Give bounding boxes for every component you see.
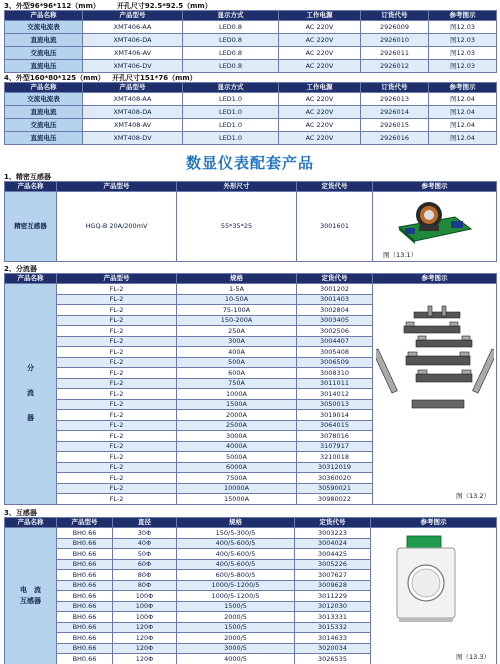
table-cell: LED0.8 — [183, 47, 279, 60]
shunt-figure-caption: 图（13.2） — [456, 492, 490, 500]
table-cell: AC 220V — [279, 47, 361, 60]
table-cell: 3008310 — [297, 368, 373, 379]
table-cell: 3001202 — [297, 284, 373, 295]
meter-table-96 — [4, 10, 497, 73]
table-cell: 3107917 — [297, 441, 373, 452]
table-cell: 100Φ — [113, 601, 177, 612]
table-cell: 2926012 — [361, 60, 429, 73]
table-cell: 2926011 — [361, 47, 429, 60]
table-cell: 4000A — [177, 441, 297, 452]
table-cell: FL-2 — [57, 399, 177, 410]
table-cell: BH0.66 — [57, 654, 113, 664]
table-cell: BH0.66 — [57, 591, 113, 602]
table-cell: BH0.66 — [57, 633, 113, 644]
table-cell: 图12.04 — [429, 93, 497, 106]
table-cell: FL-2 — [57, 347, 177, 358]
table-cell: 4000/5 — [177, 654, 295, 664]
table-cell: 2926015 — [361, 119, 429, 132]
table-cell: FL-2 — [57, 284, 177, 295]
table-cell: 300A — [177, 336, 297, 347]
table-cell: BH0.66 — [57, 643, 113, 654]
table-cell: FL-2 — [57, 357, 177, 368]
shunt-image — [376, 304, 494, 434]
table-row — [5, 284, 497, 295]
table-cell: 交流电流表 — [5, 93, 83, 106]
table-cell: LED1.0 — [183, 119, 279, 132]
table-row — [5, 21, 497, 34]
table-cell: 2926010 — [361, 34, 429, 47]
table-cell: BH0.66 — [57, 559, 113, 570]
table-cell: 3014012 — [297, 389, 373, 400]
table-cell: 3005408 — [297, 347, 373, 358]
table-cell: 100Φ — [113, 591, 177, 602]
table-cell: 图12.04 — [429, 119, 497, 132]
table-row — [5, 34, 497, 47]
table-cell: BH0.66 — [57, 622, 113, 633]
column-header: 工作电源 — [279, 83, 361, 93]
shunt-name-char: 器 — [27, 414, 34, 423]
table-cell: 直流电压 — [5, 60, 83, 73]
table-cell: XMT406-AV — [83, 47, 183, 60]
table-cell: BH0.66 — [57, 538, 113, 549]
table-cell: BH0.66 — [57, 549, 113, 560]
table-cell: 1500/5 — [177, 601, 295, 612]
table-cell: 250A — [177, 326, 297, 337]
table-cell: 400/5-600/5 — [177, 559, 295, 570]
table-cell: 直流电压 — [5, 132, 83, 145]
table-cell: 3009628 — [295, 580, 371, 591]
ct-table — [4, 181, 497, 262]
table-cell: 60Φ — [113, 559, 177, 570]
table-cell: 80Φ — [113, 580, 177, 591]
table-cell: 交流电压 — [5, 119, 83, 132]
table-cell: 2926013 — [361, 93, 429, 106]
precision-ct-image — [395, 195, 475, 247]
column-header: 产品名称 — [5, 518, 57, 528]
column-header: 工作电源 — [279, 11, 361, 21]
table-cell: 3005226 — [295, 559, 371, 570]
table-cell: LED1.0 — [183, 93, 279, 106]
table-cell: 1000/5-1200/5 — [177, 580, 295, 591]
table-cell: 120Φ — [113, 633, 177, 644]
column-header: 产品名称 — [5, 274, 57, 284]
table-cell: 3011011 — [297, 378, 373, 389]
table-cell: FL-2 — [57, 378, 177, 389]
table-cell: 600A — [177, 368, 297, 379]
table-row — [5, 119, 497, 132]
table-cell: 2500A — [177, 420, 297, 431]
table-cell: 直流电流 — [5, 34, 83, 47]
table-cell: 600/5-800/5 — [177, 570, 295, 581]
ct-figure-caption: 图（13.1） — [383, 250, 417, 259]
table-cell: FL-2 — [57, 420, 177, 431]
transformer-figure-cell — [371, 528, 497, 664]
transformer-name-cell — [5, 528, 57, 664]
column-header: 参考图示 — [373, 274, 497, 284]
table-row — [5, 93, 497, 106]
table-cell: 10-50A — [177, 294, 297, 305]
table-cell: 2926014 — [361, 106, 429, 119]
table-cell: 3007627 — [295, 570, 371, 581]
table-cell: 图12.03 — [429, 34, 497, 47]
table-cell: 3012030 — [295, 601, 371, 612]
table-cell: 30Φ — [113, 528, 177, 539]
table-cell: 图12.03 — [429, 47, 497, 60]
column-header: 产品型号 — [57, 274, 177, 284]
table-cell: 3210018 — [297, 452, 373, 463]
table-cell: AC 220V — [279, 119, 361, 132]
column-header: 参考图示 — [429, 83, 497, 93]
table-cell: BH0.66 — [57, 601, 113, 612]
transformer-table — [4, 517, 497, 664]
table-cell: 图12.04 — [429, 106, 497, 119]
table-cell: 30980022 — [297, 494, 373, 505]
shunt-name-cell — [5, 284, 57, 505]
table-cell: 3004024 — [295, 538, 371, 549]
section3-title: 3、外型96*96*112（mm） 开孔尺寸92.5*92.5（mm） — [4, 2, 212, 10]
column-header: 产品型号 — [83, 83, 183, 93]
table-cell: 3002506 — [297, 326, 373, 337]
table-cell: 400/5-600/5 — [177, 538, 295, 549]
table-cell: 1000/5-1200/5 — [177, 591, 295, 602]
table-cell: 1500/5 — [177, 622, 295, 633]
column-header: 参考图示 — [371, 518, 497, 528]
table-cell: AC 220V — [279, 21, 361, 34]
table-cell: 400/5-600/5 — [177, 549, 295, 560]
table-cell: 150-200A — [177, 315, 297, 326]
ct-name: 精密互感器 — [5, 192, 57, 262]
table-cell: 直流电流 — [5, 106, 83, 119]
column-header: 参考图示 — [429, 11, 497, 21]
column-header: 产品名称 — [5, 83, 83, 93]
table-cell: 750A — [177, 378, 297, 389]
table-cell: FL-2 — [57, 441, 177, 452]
table-cell: 3001403 — [297, 294, 373, 305]
table-cell: 120Φ — [113, 654, 177, 664]
column-header: 直径 — [113, 518, 177, 528]
table-cell: FL-2 — [57, 326, 177, 337]
table-cell: 100Φ — [113, 612, 177, 623]
table-cell: FL-2 — [57, 494, 177, 505]
table-cell: FL-2 — [57, 462, 177, 473]
current-transformer-image — [391, 534, 469, 634]
table-cell: 3078016 — [297, 431, 373, 442]
table-cell: 10000A — [177, 483, 297, 494]
section4-title: 4、外型160*80*125（mm） 开孔尺寸151*76（mm） — [4, 74, 197, 82]
table-cell: FL-2 — [57, 431, 177, 442]
table-cell: 2000/5 — [177, 633, 295, 644]
table-cell: 5000A — [177, 452, 297, 463]
table-cell: XMT408-DA — [83, 106, 183, 119]
column-header: 定货代号 — [297, 274, 373, 284]
table-cell: 2000/5 — [177, 612, 295, 623]
column-header: 产品型号 — [57, 182, 177, 192]
table-cell: LED0.8 — [183, 21, 279, 34]
ct-section-title: 1、精密互感器 — [4, 173, 51, 181]
column-header: 订货代号 — [361, 11, 429, 21]
table-cell: BH0.66 — [57, 580, 113, 591]
table-cell: 交流电流表 — [5, 21, 83, 34]
table-cell: 图12.03 — [429, 60, 497, 73]
table-cell: 3050013 — [297, 399, 373, 410]
table-cell: 3011229 — [295, 591, 371, 602]
table-row — [5, 106, 497, 119]
table-cell: 3013331 — [295, 612, 371, 623]
main-title: 数显仪表配套产品 — [185, 154, 314, 172]
table-cell: FL-2 — [57, 483, 177, 494]
table-cell: 30312019 — [297, 462, 373, 473]
table-cell: AC 220V — [279, 132, 361, 145]
table-cell: XMT406-DA — [83, 34, 183, 47]
table-cell: 1500A — [177, 399, 297, 410]
table-cell: 120Φ — [113, 622, 177, 633]
table-cell: 3064015 — [297, 420, 373, 431]
column-header: 产品名称 — [5, 11, 83, 21]
column-header: 产品型号 — [83, 11, 183, 21]
table-cell: AC 220V — [279, 106, 361, 119]
table-cell: 50Φ — [113, 549, 177, 560]
column-header: 产品名称 — [5, 182, 57, 192]
table-cell: AC 220V — [279, 60, 361, 73]
table-cell: 30590021 — [297, 483, 373, 494]
table-cell: 2926009 — [361, 21, 429, 34]
table-cell: LED0.8 — [183, 60, 279, 73]
table-cell: AC 220V — [279, 34, 361, 47]
table-cell: BH0.66 — [57, 528, 113, 539]
table-cell: FL-2 — [57, 315, 177, 326]
table-cell: FL-2 — [57, 305, 177, 316]
column-header: 定货代号 — [295, 518, 371, 528]
ct-model: HGQ-B 20A/200mV — [57, 192, 177, 262]
table-cell: FL-2 — [57, 368, 177, 379]
table-cell: XMT408-AA — [83, 93, 183, 106]
table-cell: LED1.0 — [183, 132, 279, 145]
column-header: 产品型号 — [57, 518, 113, 528]
table-cell: 6000A — [177, 462, 297, 473]
table-row — [5, 528, 497, 539]
column-header: 订货代号 — [361, 83, 429, 93]
table-cell: 7500A — [177, 473, 297, 484]
shunt-name-char: 分 — [27, 364, 34, 373]
table-cell: LED0.8 — [183, 34, 279, 47]
table-cell: 3000A — [177, 431, 297, 442]
table-cell: 交流电压 — [5, 47, 83, 60]
table-row — [5, 47, 497, 60]
column-header: 显示方式 — [183, 11, 279, 21]
table-cell: 80Φ — [113, 570, 177, 581]
table-cell: 2000A — [177, 410, 297, 421]
table-cell: LED1.0 — [183, 106, 279, 119]
shunt-table — [4, 273, 497, 505]
table-cell: 1000A — [177, 389, 297, 400]
table-cell: 3004407 — [297, 336, 373, 347]
column-header: 显示方式 — [183, 83, 279, 93]
table-cell: 3006509 — [297, 357, 373, 368]
table-cell: 75-100A — [177, 305, 297, 316]
table-cell: 400A — [177, 347, 297, 358]
table-cell: FL-2 — [57, 452, 177, 463]
column-header: 规格 — [177, 274, 297, 284]
table-cell: 2926016 — [361, 132, 429, 145]
table-cell: XMT408-DV — [83, 132, 183, 145]
table-cell: XMT406-AA — [83, 21, 183, 34]
table-cell: 3002804 — [297, 305, 373, 316]
table-cell: 3019014 — [297, 410, 373, 421]
table-cell: FL-2 — [57, 389, 177, 400]
table-cell: FL-2 — [57, 336, 177, 347]
table-cell: 3014633 — [295, 633, 371, 644]
table-cell: 150/5-300/5 — [177, 528, 295, 539]
table-cell: 图12.04 — [429, 132, 497, 145]
table-cell: FL-2 — [57, 473, 177, 484]
transformer-name-line: 电 流 — [20, 585, 41, 594]
transformer-name-line: 互感器 — [20, 596, 41, 605]
table-cell: XMT408-AV — [83, 119, 183, 132]
shunt-name-char: 流 — [27, 389, 34, 398]
ct-code: 3001601 — [297, 192, 373, 262]
column-header: 定货代号 — [297, 182, 373, 192]
table-cell: 15000A — [177, 494, 297, 505]
shunt-figure-cell — [373, 284, 497, 505]
table-cell: 3000/5 — [177, 643, 295, 654]
table-cell: 3015332 — [295, 622, 371, 633]
shunt-section-title: 2、分流器 — [4, 265, 37, 273]
table-cell: BH0.66 — [57, 612, 113, 623]
ct-size: 55*35*25 — [177, 192, 297, 262]
ct-figure-cell — [373, 192, 497, 262]
table-cell: XMT406-DV — [83, 60, 183, 73]
table-row — [5, 132, 497, 145]
column-header: 规格 — [177, 518, 295, 528]
table-cell: 图12.03 — [429, 21, 497, 34]
table-cell: 3004425 — [295, 549, 371, 560]
transformer-section-title: 3、互感器 — [4, 509, 37, 517]
table-cell: 1-5A — [177, 284, 297, 295]
table-cell: 120Φ — [113, 643, 177, 654]
table-cell: BH0.66 — [57, 570, 113, 581]
table-cell: FL-2 — [57, 294, 177, 305]
meter-table-160 — [4, 82, 497, 145]
table-row — [5, 60, 497, 73]
column-header: 参考图示 — [373, 182, 497, 192]
table-cell: 3003223 — [295, 528, 371, 539]
table-cell: 3020034 — [295, 643, 371, 654]
table-cell: AC 220V — [279, 93, 361, 106]
table-cell: 3003405 — [297, 315, 373, 326]
table-cell: 30360020 — [297, 473, 373, 484]
table-cell: 40Φ — [113, 538, 177, 549]
table-cell: 3026535 — [295, 654, 371, 664]
column-header: 外形尺寸 — [177, 182, 297, 192]
transformer-figure-caption: 图（13.3） — [456, 653, 490, 661]
table-cell: 500A — [177, 357, 297, 368]
table-cell: FL-2 — [57, 410, 177, 421]
